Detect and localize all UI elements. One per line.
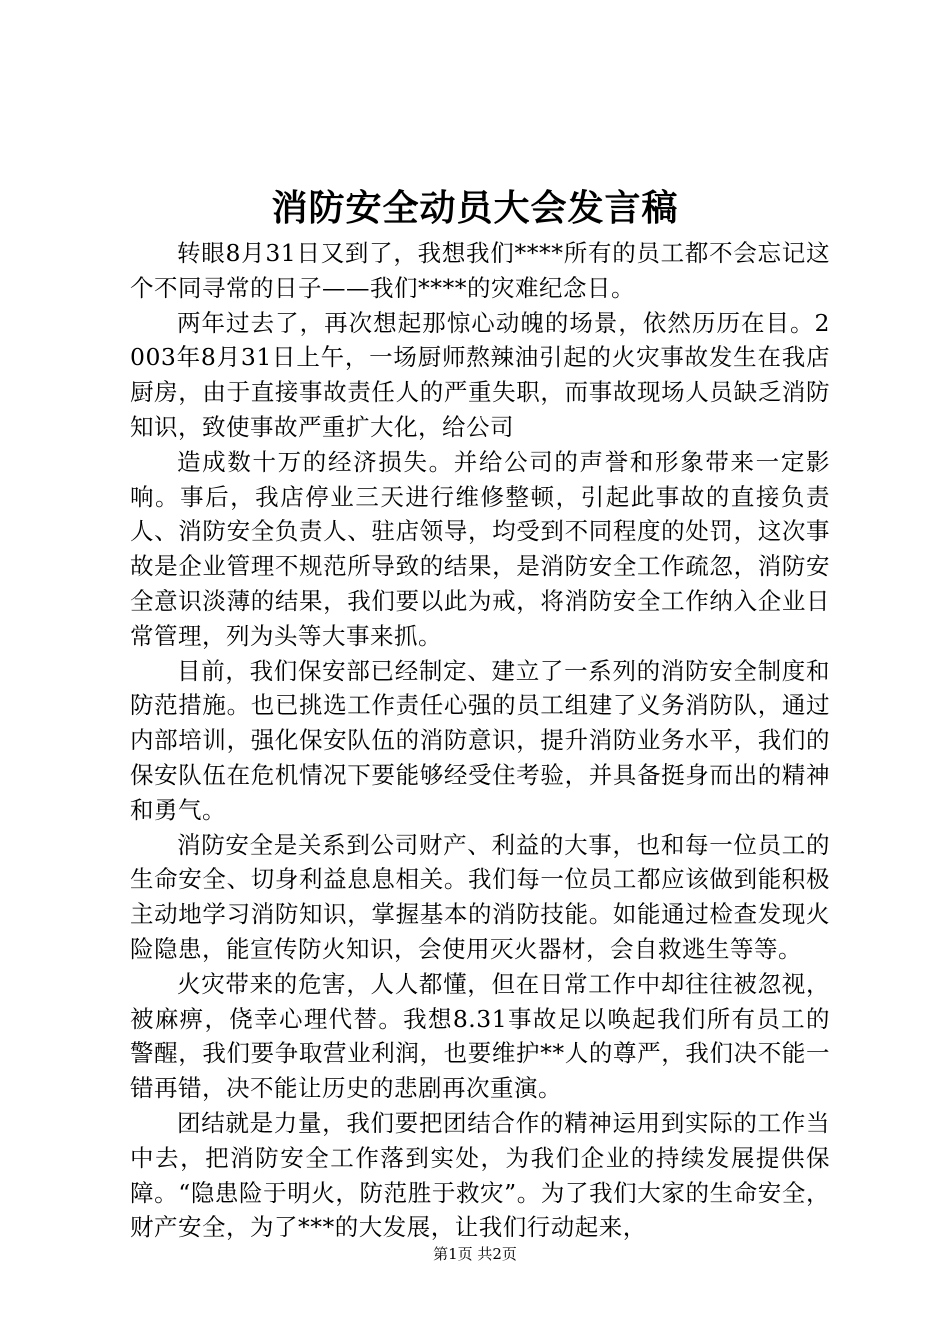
paragraph: 团结就是力量，我们要把团结合作的精神运用到实际的工作当中去，把消防安全工作落到实处，为我们企业的持续发展提供保障。“隐患险于明火，防范胜于救灾”。为了我们大家的生命安全，财产安全，为了***的大发展，让我们行动起来，: [130, 1108, 830, 1242]
document-body: [130, 236, 830, 1245]
paragraph: 目前，我们保安部已经制定、建立了一系列的消防安全制度和防范措施。也已挑选工作责任心强的员工组建了义务消防队，通过内部培训，强化保安队伍的消防意识，提升消防业务水平，我们的保安队伍在危机情况下要能够经受住考验，并具备挺身而出的精神和勇气。: [130, 656, 830, 824]
page-footer: 第1页 共2页: [433, 1245, 517, 1263]
paragraph: 火灾带来的危害，人人都懂，但在日常工作中却往往被忽视，被麻痹，侥幸心理代替。我想8.31事故足以唤起我们所有员工的警醒，我们要争取营业利润，也要维护**人的尊严，我们决不能一错再错，决不能让历史的悲剧再次重演。: [130, 969, 830, 1103]
paragraph: 造成数十万的经济损失。并给公司的声誉和形象带来一定影响。事后，我店停业三天进行维修整顿，引起此事故的直接负责人、消防安全负责人、驻店领导，均受到不同程度的处罚，这次事故是企业管理不规范所导致的结果，是消防安全工作疏忽，消防安全意识淡薄的结果，我们要以此为戒，将消防安全工作纳入企业日常管理，列为头等大事来抓。: [130, 447, 830, 650]
paragraph: 消防安全是关系到公司财产、利益的大事，也和每一位员工的生命安全、切身利益息息相关。我们每一位员工都应该做到能积极主动地学习消防知识，掌握基本的消防技能。如能通过检查发现火险隐患，能宣传防火知识，会使用灭火器材，会自救逃生等等。: [130, 830, 830, 963]
paragraph: 转眼8月31日又到了，我想我们****所有的员工都不会忘记这个不同寻常的日子——我们****的灾难纪念日。: [130, 239, 830, 302]
paragraph: 两年过去了，再次想起那惊心动魄的场景，依然历历在目。2003年8月31日上午，一场厨师熬辣油引起的火灾事故发生在我店厨房，由于直接事故责任人的严重失职，而事故现场人员缺乏消防知识，致使事故严重扩大化，给公司: [130, 308, 830, 441]
document-title: 消防安全动员大会发言稿: [271, 187, 679, 229]
